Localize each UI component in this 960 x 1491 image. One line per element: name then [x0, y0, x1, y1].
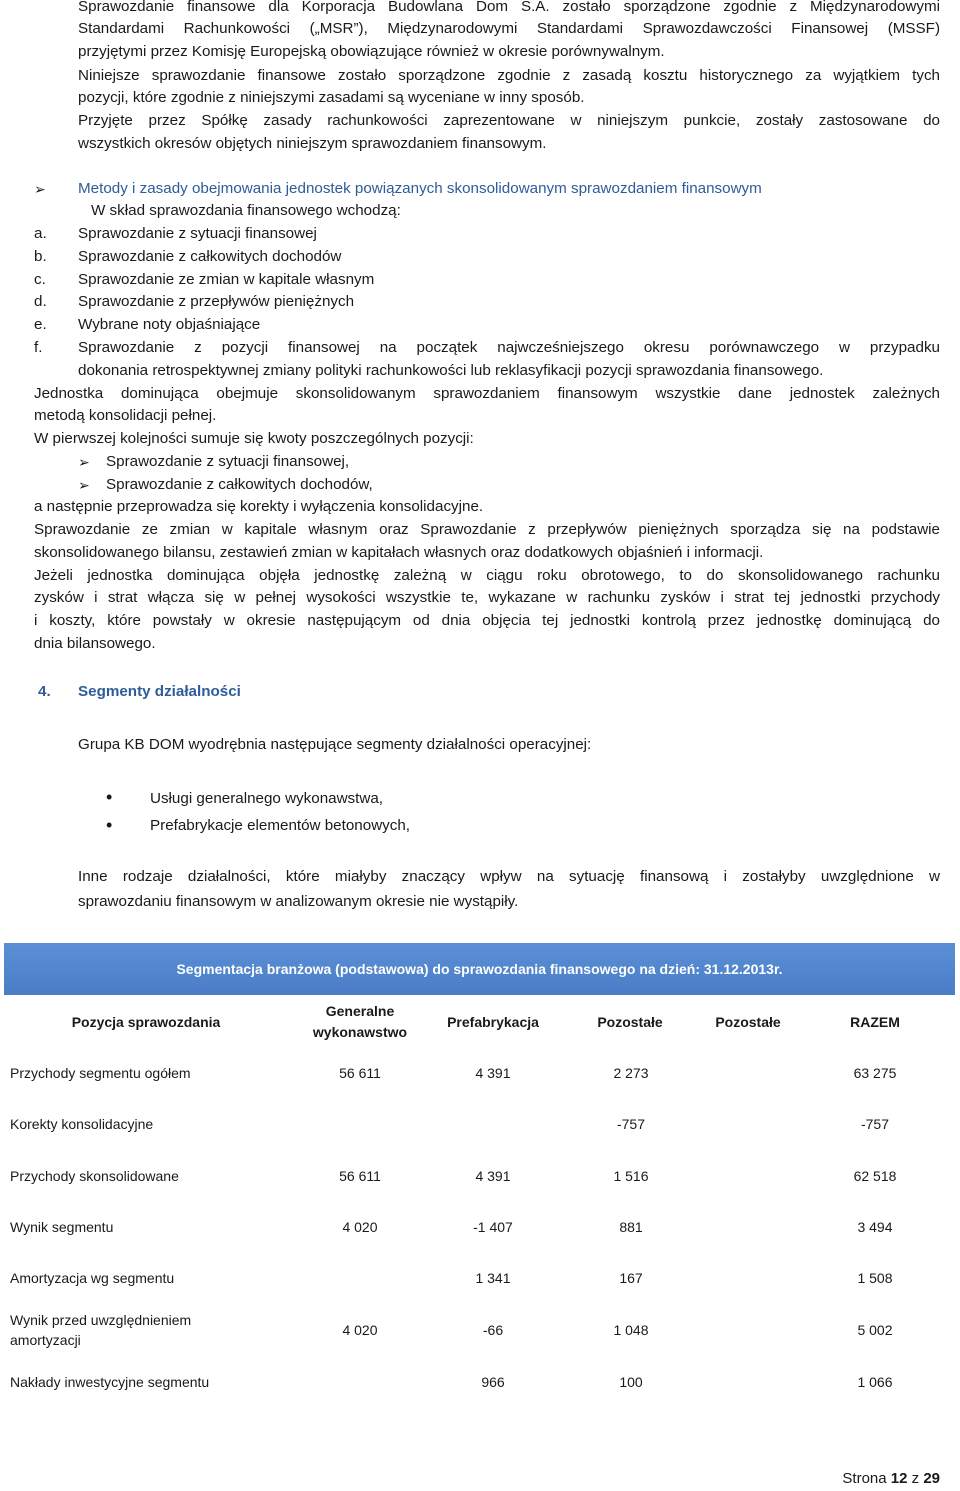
cell-prefabrication: 4 391 — [475, 1168, 511, 1184]
list-item: Sprawozdanie z przepływów pieniężnych — [78, 293, 355, 310]
table-banner-text: Segmentacja branżowa (podstawowa) do sprawozdania finansowego na dzień: 31.12.2013r. — [176, 960, 783, 977]
header-general-1: Generalne — [325, 1003, 395, 1019]
paragraph-5-line-2: zysków i strat włącza się w pełnej wysokości wszystkie te, wykazane w rachunku zysków i strat tej jednostki przychody — [34, 589, 940, 606]
methods-intro: W skład sprawozdania finansowego wchodzą: — [91, 202, 401, 219]
page-total: 29 — [923, 1470, 940, 1487]
segments-note-line-1: Inne rodzaje działalności, które miałyby znaczący wpływ na sytuację finansową i zostałyby uwzględnione w — [78, 868, 940, 885]
list-letter: c. — [34, 271, 46, 288]
cell-other-1: 1 516 — [613, 1168, 649, 1184]
paragraph-4-line-2: skonsolidowanego bilansu, zestawień zmian w kapitałach własnych oraz dodatkowych objaśnień i informacji. — [34, 544, 764, 561]
intro-line-7: wszystkich okresów objętych niniejszym sprawozdaniem finansowym. — [78, 135, 547, 152]
paragraph-3: a następnie przeprowadza się korekty i wyłączenia konsolidacyjne. — [34, 498, 484, 515]
cell-prefabrication: 966 — [481, 1374, 505, 1390]
cell-total: 5 002 — [857, 1322, 893, 1338]
segments-intro: Grupa KB DOM wyodrębnia następujące segmenty działalności operacyjnej: — [78, 736, 592, 753]
cell-total: 62 518 — [853, 1168, 897, 1184]
header-position: Pozycja sprawozdania — [71, 1014, 221, 1030]
intro-line-3: przyjętymi przez Komisję Europejską obowiązujące również w okresie porównywalnym. — [78, 43, 665, 60]
row-label: Wynik segmentu — [10, 1219, 114, 1235]
list-item: Sprawozdanie z sytuacji finansowej — [78, 225, 317, 242]
segments-note-line-2: sprawozdaniu finansowym w analizowanym okresie nie wystąpiły. — [78, 893, 519, 910]
segment-item: Prefabrykacje elementów betonowych, — [150, 817, 411, 834]
cell-total: 3 494 — [857, 1219, 893, 1235]
cell-total: -757 — [860, 1116, 890, 1132]
intro-line-2: Standardami Rachunkowości („MSR”), Międzynarodowymi Standardami Sprawozdawczości Finansowej (MSSF) — [78, 20, 940, 37]
row-label-continuation: amortyzacji — [10, 1332, 81, 1348]
arrow-bullet-icon: ➢ — [78, 477, 90, 493]
cell-prefabrication: -66 — [482, 1322, 504, 1338]
cell-prefabrication: 1 341 — [475, 1270, 511, 1286]
row-label: Przychody skonsolidowane — [10, 1168, 179, 1184]
page-footer — [842, 1468, 940, 1491]
intro-line-1: Sprawozdanie finansowe dla Korporacja Budowlana Dom S.A. zostało sporządzone zgodnie z Międzynarodowymi — [78, 0, 940, 15]
cell-other-1: 2 273 — [613, 1065, 649, 1081]
paragraph-5-line-3: i koszty, które powstały w okresie następującym od dnia objęcia tej jednostki kontrolą przez jednostkę dominującą do — [34, 612, 940, 629]
cell-total: 1 508 — [857, 1270, 893, 1286]
section-number: 4. — [38, 683, 51, 700]
paragraph-5-line-1: Jeżeli jednostka dominująca objęła jednostkę zależną w ciągu roku obrotowego, to do skonsolidowanego rachunku — [34, 567, 940, 584]
list-letter: f. — [34, 339, 43, 356]
cell-other-1: 100 — [619, 1374, 643, 1390]
header-general-2: wykonawstwo — [312, 1024, 408, 1040]
list-letter: e. — [34, 316, 47, 333]
list-item: Wybrane noty objaśniające — [78, 316, 261, 333]
paragraph-2: W pierwszej kolejności sumuje się kwoty poszczególnych pozycji: — [34, 430, 474, 447]
paragraph-1-line-1: Jednostka dominująca obejmuje skonsolidowanym sprawozdaniem finansowym wszystkie dane jednostek zależnych — [34, 385, 940, 402]
cell-prefabrication: -1 407 — [473, 1219, 513, 1235]
arrow-bullet-icon: ➢ — [34, 181, 46, 197]
footer-separator: z — [911, 1470, 920, 1487]
row-label: Amortyzacja wg segmentu — [10, 1270, 175, 1286]
cell-general: 56 611 — [339, 1168, 381, 1184]
bullet-icon: • — [106, 815, 113, 835]
list-item: Sprawozdanie ze zmian w kapitale własnym — [78, 271, 375, 288]
cell-other-1: 881 — [619, 1219, 643, 1235]
bullet-icon: • — [106, 787, 113, 807]
paragraph-4-line-1: Sprawozdanie ze zmian w kapitale własnym oraz Sprawozdanie z przepływów pieniężnych sporządza się na podstawie — [34, 521, 940, 538]
footer-prefix: Strona — [842, 1470, 887, 1487]
cell-other-1: -757 — [616, 1116, 646, 1132]
arrow-list-item: Sprawozdanie z całkowitych dochodów, — [106, 476, 373, 493]
page-number: 12 — [890, 1470, 908, 1487]
row-label: Przychody segmentu ogółem — [10, 1065, 191, 1081]
header-total: RAZEM — [850, 1014, 900, 1030]
list-item-continuation: dokonania retrospektywnej zmiany polityki rachunkowości lub reklasyfikacji pozycji sprawozdania finansowego. — [78, 362, 824, 379]
header-prefabrication: Prefabrykacja — [447, 1014, 539, 1030]
section-title: Segmenty działalności — [78, 683, 241, 700]
intro-line-4: Niniejsze sprawozdanie finansowe zostało sporządzone zgodnie z zasadą kosztu historycznego za wyjątkiem tych — [78, 67, 940, 84]
segment-item: Usługi generalnego wykonawstwa, — [150, 790, 384, 807]
row-label: Korekty konsolidacyjne — [10, 1116, 154, 1132]
list-item: Sprawozdanie z całkowitych dochodów — [78, 248, 342, 265]
row-label: Nakłady inwestycyjne segmentu — [10, 1374, 210, 1390]
header-other-1: Pozostałe — [597, 1014, 663, 1030]
cell-total: 63 275 — [853, 1065, 897, 1081]
arrow-bullet-icon: ➢ — [78, 454, 90, 470]
cell-total: 1 066 — [857, 1374, 893, 1390]
arrow-list-item: Sprawozdanie z sytuacji finansowej, — [106, 453, 350, 470]
cell-other-1: 167 — [619, 1270, 643, 1286]
row-label: Wynik przed uwzględnieniem — [10, 1312, 192, 1328]
cell-other-1: 1 048 — [613, 1322, 649, 1338]
intro-line-5: pozycji, które zgodnie z niniejszymi zasadami są wyceniane w inny sposób. — [78, 89, 585, 106]
table-banner — [4, 943, 955, 995]
cell-general: 4 020 — [342, 1322, 378, 1338]
cell-general: 56 611 — [339, 1065, 381, 1081]
methods-heading: Metody i zasady obejmowania jednostek powiązanych skonsolidowanym sprawozdaniem finansowym — [78, 180, 762, 197]
header-other-2: Pozostałe — [715, 1014, 781, 1030]
cell-prefabrication: 4 391 — [475, 1065, 511, 1081]
list-letter: b. — [34, 248, 47, 265]
cell-general: 4 020 — [342, 1219, 378, 1235]
list-letter: d. — [34, 293, 47, 310]
list-letter: a. — [34, 225, 47, 242]
intro-line-6: Przyjęte przez Spółkę zasady rachunkowości zaprezentowane w niniejszym punkcie, zostały zastosowane do — [78, 112, 940, 129]
list-item: Sprawozdanie z pozycji finansowej na początek najwcześniejszego okresu porównawczego w przypadku — [78, 339, 940, 356]
paragraph-5-line-4: dnia bilansowego. — [34, 635, 156, 652]
paragraph-1-line-2: metodą konsolidacji pełnej. — [34, 407, 217, 424]
